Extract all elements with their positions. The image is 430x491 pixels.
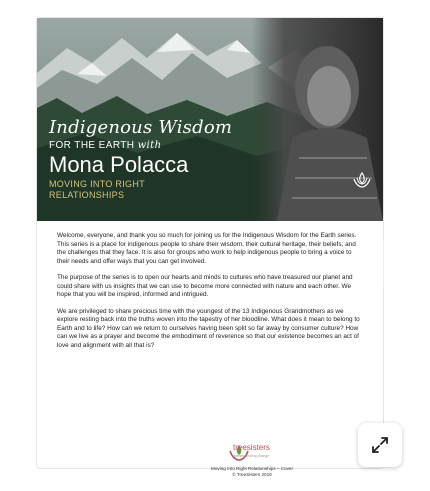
body-paragraph: Welcome, everyone, and thank you so much for joining us for the Indigenous Wisdom for the Earth series. This series is a place for indigenous people to share their wisdom, their cultural heritage, their beliefs, and the challenges that they face. It is also for groups who work to help indigenous people to bring a voice to their needs and offer ways that you can get involved. xyxy=(57,232,357,265)
cover-speaker-name: Mona Polacca xyxy=(49,152,189,177)
treesisters-logo-icon xyxy=(351,169,373,191)
chevron-right-icon xyxy=(367,252,385,274)
caption-line: Moving Into Right Relationships – Cover xyxy=(211,466,293,471)
document-viewer-card xyxy=(36,17,384,477)
brand-tagline: women funding change xyxy=(233,454,270,458)
body-paragraph: We are privileged to share precious time with the youngest of the 13 Indigenous Grandmothers as we explore resting back into the truths woven into the tapestry of her bloodline. What does it mean to belong to Earth and to life? How can we return to ourselves having been split so far away by consumer culture? How can we live as a prayer and become the embodiment of reverence so that our existence becomes an act of love and alignment with all that is? xyxy=(57,307,360,349)
cover-title-script: Indigenous Wisdom xyxy=(49,117,233,138)
caption-line: © TreeSisters 2019 xyxy=(232,472,272,477)
cover-tagline: MOVING INTO RIGHT RELATIONSHIPS xyxy=(49,179,145,200)
cover-subtitle-prefix: FOR THE EARTH xyxy=(49,140,135,151)
cover-body-text xyxy=(57,232,365,358)
expand-icon xyxy=(370,435,390,455)
cover-title-subtitle xyxy=(49,140,161,151)
next-page-button[interactable] xyxy=(351,238,401,288)
body-paragraph: The purpose of the series is to open our hearts and minds to cultures who have treasured our planet and could share with us insights that we can use to become more connected with nature and each other. We hope that you will be inspired, informed and intrigued. xyxy=(57,274,353,298)
cover-banner xyxy=(37,18,383,221)
cover-caption xyxy=(157,466,347,478)
cover-subtitle-suffix: with xyxy=(137,140,162,151)
expand-fullscreen-button[interactable] xyxy=(358,423,402,467)
brand-name: treesisters xyxy=(233,443,270,452)
